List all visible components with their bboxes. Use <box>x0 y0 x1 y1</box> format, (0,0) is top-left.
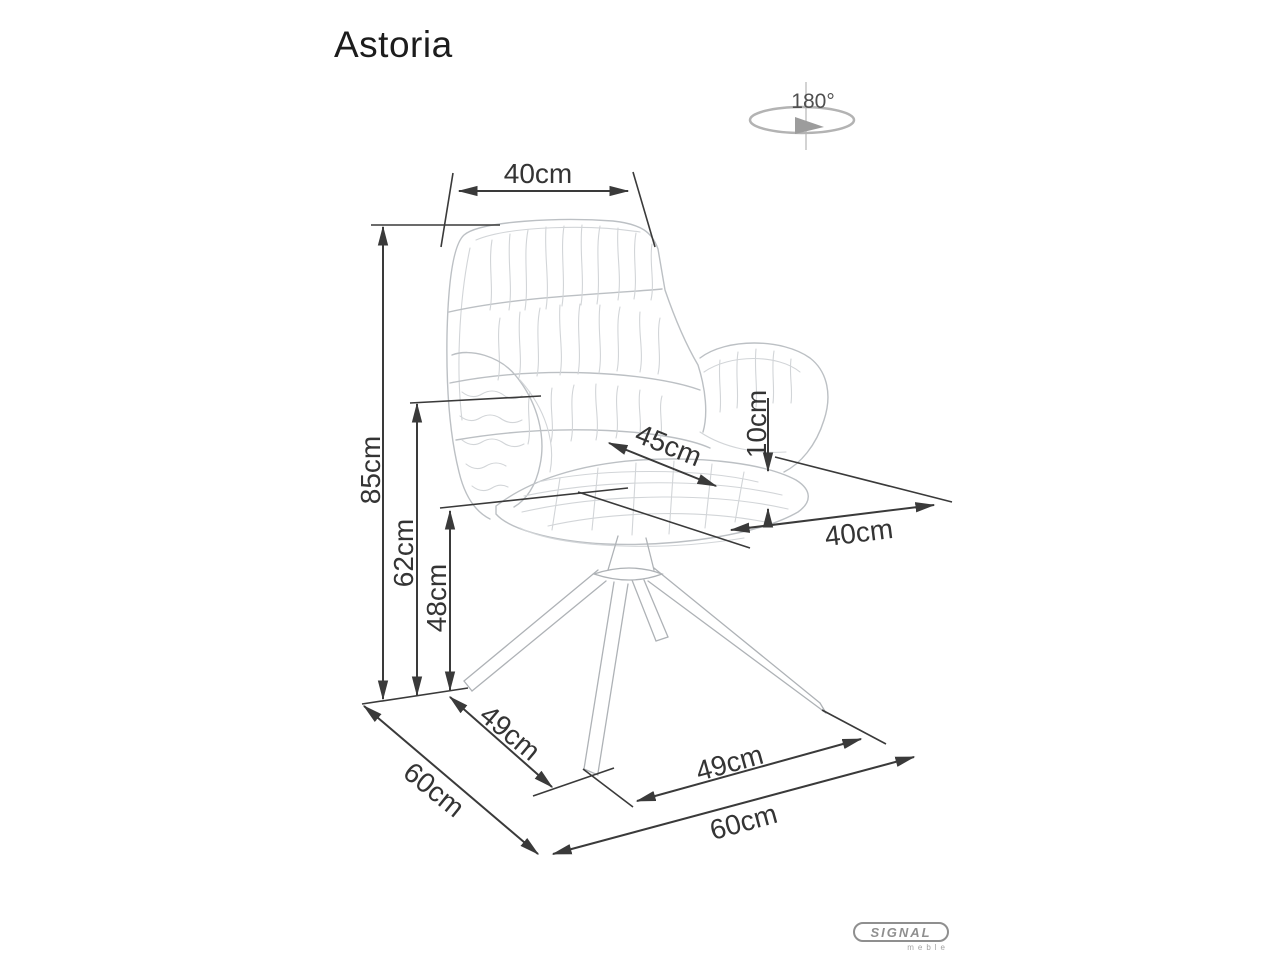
dim-base-front-right <box>637 739 861 801</box>
dim-base-front-left-label: 49cm <box>473 698 547 767</box>
dim-cushion-label: 10cm <box>741 389 772 459</box>
dimensions <box>355 158 952 854</box>
dim-cushion <box>741 390 772 524</box>
dim-height-low-label: 48cm <box>421 563 452 633</box>
dim-back-width-label: 40cm <box>503 158 573 189</box>
dim-back-width <box>441 158 655 247</box>
dim-seat-width-label: 45cm <box>631 417 707 473</box>
brand-logo <box>853 922 953 952</box>
dim-base-side-left-label: 60cm <box>397 756 471 824</box>
brand-logo-pill <box>853 922 949 942</box>
page-title: Astoria <box>334 24 453 65</box>
rotation-180-icon <box>750 82 854 150</box>
dim-seat-width <box>609 418 716 486</box>
dim-depth-label: 40cm <box>822 513 895 553</box>
extension-line-base-left <box>362 688 468 704</box>
dim-height-mid <box>388 396 541 695</box>
dim-height-label: 85cm <box>355 435 386 505</box>
extension-line-front-foot-2 <box>583 769 633 807</box>
brand-name: SIGNAL <box>870 924 932 940</box>
dim-base-front-left <box>450 697 552 787</box>
dim-base-front-right-label: 49cm <box>692 738 767 787</box>
chair-sketch <box>447 220 828 775</box>
dim-height-mid-label: 62cm <box>388 518 419 588</box>
extension-line-right-foot <box>822 710 886 744</box>
dim-base-side-right-label: 60cm <box>706 797 781 846</box>
rotation-angle-label: 180° <box>791 90 835 113</box>
brand-tagline: meble <box>907 943 949 952</box>
